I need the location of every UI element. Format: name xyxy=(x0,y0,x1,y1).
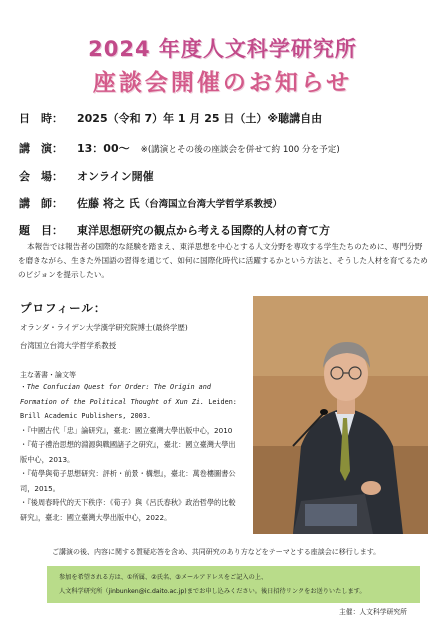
date-row xyxy=(19,110,322,126)
venue-row xyxy=(19,168,154,184)
profile-heading: プロフィール： xyxy=(20,301,107,315)
works-item-1: ・The Confucian Quest for Order: The Origin and Formation of the Political Thought of Xun Zi. Leiden: Brill Academic Publishers, 2003. xyxy=(20,383,237,420)
lecture-row xyxy=(19,140,340,156)
speaker-photo-illustration xyxy=(253,296,428,534)
works-item-4: ・『荀學與荀子思想研究：評析・前景・構想』，臺北：萬卷樓圖書公司，2015。 xyxy=(20,469,236,493)
organizer: 主催：人文科学研究所 xyxy=(339,608,407,616)
speaker-value: 佐藤 将之 氏 xyxy=(77,197,140,210)
works-item-3: ・『荀子禮治思想的淵源與戰國諸子之研究』，臺北：國立臺灣大學出版中心，2013。 xyxy=(20,440,236,464)
registration-box xyxy=(47,566,420,603)
works-item-2: ・『中國古代「忠」論研究』，臺北：國立臺灣大學出版中心，2010 xyxy=(20,425,233,435)
speaker-photo xyxy=(253,296,428,534)
venue-value: オンライン開催 xyxy=(77,170,154,183)
works-item-1-rest: Leiden: Brill Academic Publishers, 2003. xyxy=(20,397,237,420)
lecture-note: ※(講演とその後の座談会を併せて約 100 分を予定) xyxy=(140,145,340,155)
works-item-1-title: The Confucian Quest for Order: The Origin and Formation of the Political Thought of Xun Zi. xyxy=(20,383,211,406)
date-value: 2025（令和 7）年 1 月 25 日（土）※聴講自由 xyxy=(77,112,323,125)
lecture-label: 講 演： xyxy=(19,142,63,155)
topic-value: 東洋思想研究の観点から考える国際的人材の育て方 xyxy=(77,224,330,237)
topic-row xyxy=(19,222,330,238)
speaker-label: 講 師： xyxy=(19,197,63,210)
registration-line-1: 参加を希望される方は、①所属、②氏名、③メールアドレスをご記入の上、 xyxy=(59,574,268,581)
intro-paragraph: 本報告では報告者の国際的な経験を踏まえ、東洋思想を中心とする人文分野を専攻する学生たちのために、専門分野を磨きながら、生きた外国語の習得を通じて、如何に国際化時代に活躍するかという方法と、そうした人材を育てるためのビジョンを提示したい。 xyxy=(18,242,428,279)
profile-position: 台湾国立台湾大学哲学系教授 xyxy=(20,341,117,350)
speaker-affiliation: （台湾国立台湾大学哲学系教授） xyxy=(139,199,283,210)
venue-label: 会 場： xyxy=(19,170,63,183)
date-label: 日 時： xyxy=(19,112,63,125)
topic-label: 題 目： xyxy=(19,224,63,237)
registration-line-2: 人文科学研究所（jinbunken@ic.daito.ac.jp)までお申し込みください。後日招待リンクをお送りいたします。 xyxy=(59,588,366,595)
works-heading: 主な著書・論文等 xyxy=(20,371,76,379)
works-item-5: ・『後周春時代的天下秩序：《荀子》與《呂氏春秋》政治哲學的比較研究』，臺北：國立臺灣大學出版中心，2022。 xyxy=(20,498,236,522)
speaker-row xyxy=(19,195,282,211)
lecture-value: 13：00〜 xyxy=(77,142,141,155)
closing-text: ご講演の後、内容に関する質疑応答を含め、共同研究のあり方などをテーマとする座談会に移行します。 xyxy=(52,548,381,556)
works-list xyxy=(20,380,242,525)
title-line-1: 2024 年度人文科学研究所 xyxy=(88,37,357,61)
title-line-2: 座談会開催のお知らせ xyxy=(92,70,353,96)
profile-education: オランダ・ライデン大学漢学研究院博士(最終学歴) xyxy=(20,323,188,332)
